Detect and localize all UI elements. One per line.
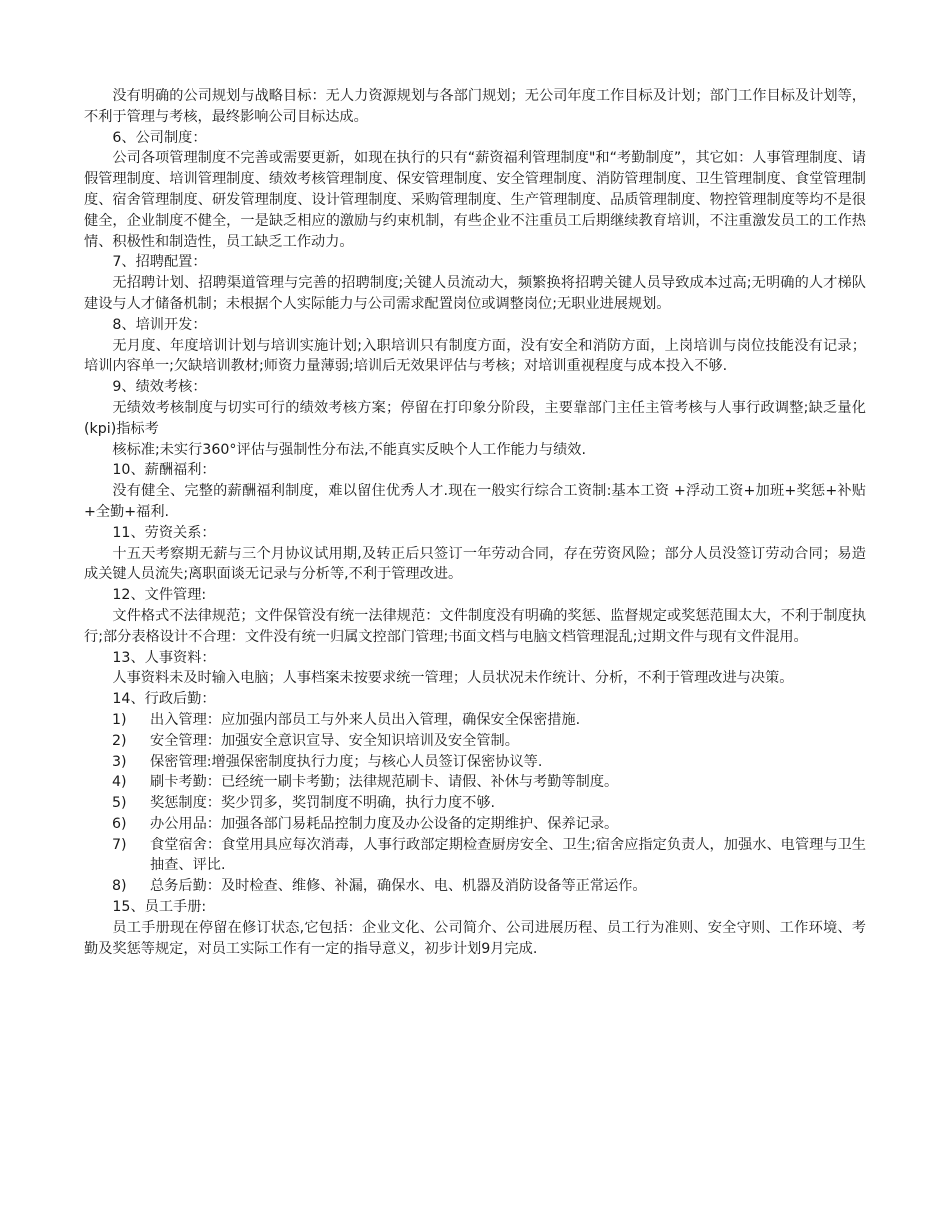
section-12-body: 文件格式不法律规范；文件保管没有统一法律规范：文件制度没有明确的奖惩、监督规定或奖惩范围太大，不利于制度执行;部分表格设计不合理：文件没有统一归属文控部门管理;书面文档与电脑文档管理混乱;过期文件与现有文件混用。 [84,607,866,645]
section-14-heading: 14、行政后勤： [112,691,216,708]
list-item-text: 保密管理:增强保密制度执行力度；与核心人员签订保密协议等. [150,753,543,770]
list-item [84,710,866,731]
section-13-body: 人事资料未及时输入电脑；人事档案未按要求统一管理；人员状况未作统计、分析，不利于管理改进与决策。 [112,670,794,687]
section-15-body: 员工手册现在停留在修订状态,它包括：企业文化、公司简介、公司进展历程、员工行为准则、安全守则、工作环境、考勤及奖惩等规定，对员工实际工作有一定的指导意义，初步计划9月完成. [84,919,866,957]
list-item-number: 3) [112,753,127,770]
section-11-heading: 11、劳资关系： [112,524,216,541]
list-item-number: 8) [112,878,127,895]
list-item-number: 2) [112,732,127,749]
section-7-body: 无招聘计划、招聘渠道管理与完善的招聘制度;关键人员流动大，频繁换将招聘关键人员导致成本过高;无明确的人才梯队建设与人才储备机制；未根据个人实际能力与公司需求配置岗位或调整岗位;无职业进展规划。 [84,275,866,312]
list-item-text: 刷卡考勤：已经统一刷卡考勤；法律规范刷卡、请假、补休与考勤等制度。 [150,774,619,791]
list-item-number: 5) [112,795,127,812]
section-11-body: 十五天考察期无薪与三个月协议试用期,及转正后只签订一年劳动合同，存在劳资风险；部分人员没签订劳动合同；易造成关键人员流失;离职面谈无记录与分析等,不利于管理改进。 [84,545,866,583]
list-item-number: 6) [112,815,127,832]
list-item-text: 办公用品：加强各部门易耗品控制力度及办公设备的定期维护、保养记录。 [150,815,619,832]
section-8-body: 无月度、年度培训计划与培训实施计划;入职培训只有制度方面，没有安全和消防方面，上岗培训与岗位技能没有记录；培训内容单一;欠缺培训教材;师资力量薄弱;培训后无效果评估与考核；对培训重视程度与成本投入不够. [84,337,866,375]
section-9-heading: 9、绩效考核： [112,379,207,396]
section-9-body-continued: 核标准;未实行360°评估与强制性分布法,不能真实反映个人工作能力与绩效. [112,441,586,458]
list-item [84,793,866,814]
list-item [84,876,866,897]
list-item [84,731,866,752]
list-item-text: 出入管理：应加强内部员工与外来人员出入管理，确保安全保密措施. [150,711,581,728]
section-13-heading: 13、人事资料： [112,649,216,666]
list-item-text: 安全管理：加强安全意识宣导、安全知识培训及安全管制。 [150,732,519,749]
list-item-text: 总务后勤：及时检查、维修、补漏，确保水、电、机器及消防设备等正常运作。 [150,878,647,895]
section-6-heading: 6、公司制度： [112,129,207,146]
section-7-heading: 7、招聘配置： [112,254,207,271]
list-item-text: 食堂宿舍：食堂用具应每次消毒，人事行政部定期检查厨房安全、卫生;宿舍应指定负责人，加强水、电管理与卫生抽查、评比. [150,836,866,874]
section-9-body: 无绩效考核制度与切实可行的绩效考核方案；停留在打印象分阶段，主要靠部门主任主管考核与人事行政调整;缺乏量化(kpi)指标考 [84,399,866,437]
intro-paragraph: 没有明确的公司规划与战略目标：无人力资源规划与各部门规划；无公司年度工作目标及计划；部门工作目标及计划等，不利于管理与考核，最终影响公司目标达成。 [84,88,866,125]
list-item [84,814,866,835]
section-10-body: 没有健全、完整的薪酬福利制度，难以留住优秀人才.现在一般实行综合工资制:基本工资 +浮动工资+加班+奖惩+补贴+全勤+福利. [84,483,866,520]
section-10-heading: 10、薪酬福利： [112,462,216,479]
list-item [84,752,866,773]
list-item-number: 4) [112,774,127,791]
list-item [84,772,866,793]
list-item-text: 奖惩制度：奖少罚多，奖罚制度不明确，执行力度不够. [150,795,496,812]
list-item-number: 1) [112,711,127,728]
section-8-heading: 8、培训开发： [112,316,207,333]
section-12-heading: 12、文件管理: [112,587,207,604]
section-15-heading: 15、员工手册: [112,899,207,916]
list-item-number: 7) [112,836,127,853]
list-item [84,835,866,877]
section-6-body: 公司各项管理制度不完善或需要更新，如现在执行的只有“薪资福利管理制度"和“考勤制度”，其它如：人事管理制度、请假管理制度、培训管理制度、绩效考核管理制度、保安管理制度、安全管理制度、消防管理制度、卫生管理制度、食堂管理制度、宿舍管理制度、研发管理制度、设计管理制度、采购管理制度、生产管理制度、品质管理制度、物控管理制度等均不是很健全，企业制度不健全，一是缺乏相应的激励与约束机制，有些企业不注重员工后期继续教育培训，不注重激发员工的工作热情、积极性和制造性，员工缺乏工作动力。 [84,150,866,250]
